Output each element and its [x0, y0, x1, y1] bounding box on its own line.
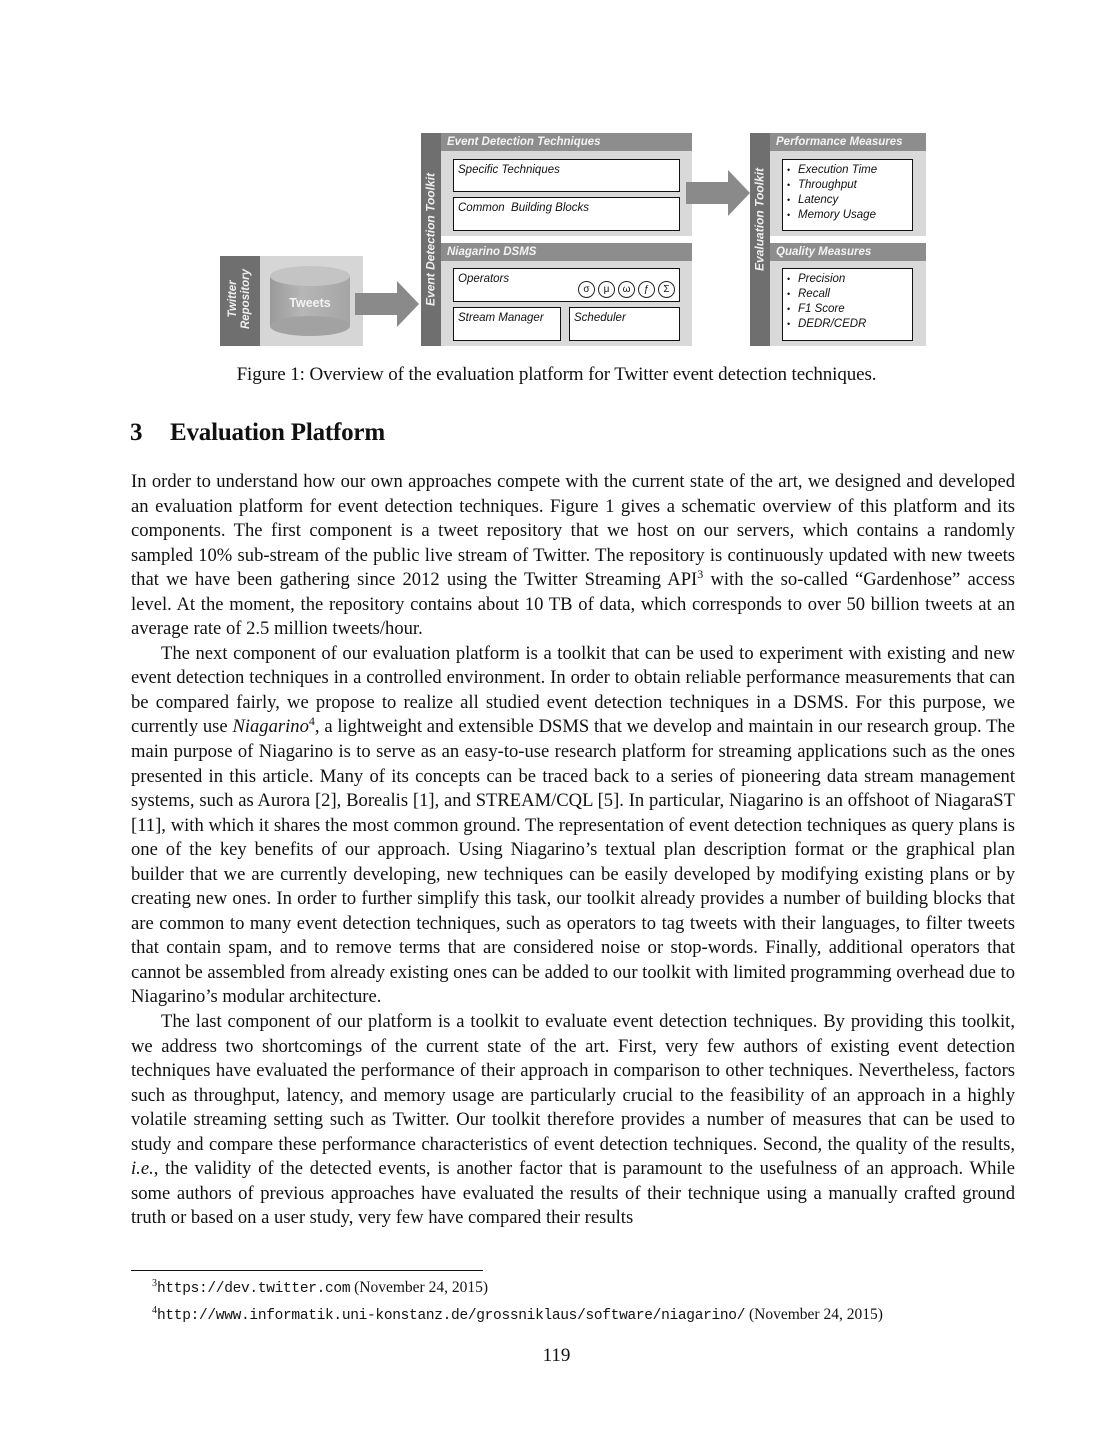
evaluation-toolkit-label: Evaluation Toolkit	[752, 168, 767, 271]
sum-operator-icon: Σ	[658, 281, 675, 298]
operators-label: Operators	[458, 273, 510, 285]
paragraph-text: , a lightweight and extensible DSMS that we develop and maintain in our research group. The main purpose of Niagarino is to serve as an easy-to-use research platform for streaming applications such as the ones presented in this article. Many of its concepts can be traced back to a series of pioneering data stream management systems, such as Aurora [2], Borealis [1], and STREAM/CQL [5]. In particular, Niagarino is an offshoot of NiagaraST [11], with which it shares the most common ground. The representation of event detection techniques as query plans is one of the key benefits of our approach. Using Niagarino’s textual plan description format or the graphical plan builder that we are currently developing, new techniques can be easily developed by modifying existing plans or by creating new ones. In order to further simplify this task, our toolkit already provides a number of building blocks that are common to many event detection techniques, such as operators to tag tweets with their languages, to filter tweets that contain spam, and to remove terms that are considered noise or stop-words. Finally, additional operators that cannot be assembled from already existing ones can be added to our toolkit with limited programming overhead due to Niagarino’s modular architecture.	[131, 716, 1015, 1008]
list-item: • Execution Time	[787, 163, 908, 178]
mu-operator-icon: μ	[598, 281, 615, 298]
performance-measures-panel	[770, 133, 926, 236]
panel-title: Niagarino DSMS	[441, 243, 692, 261]
quality-measures-list-box	[782, 268, 913, 341]
database-cylinder-icon	[270, 266, 350, 336]
footnote-date: (November 24, 2015)	[745, 1306, 883, 1324]
stream-manager-box: Stream Manager	[453, 307, 561, 341]
list-item: • Precision	[787, 272, 908, 287]
function-operator-icon: ƒ	[638, 281, 655, 298]
performance-measures-list-box	[782, 159, 913, 231]
event-detection-techniques-panel	[441, 133, 692, 236]
footnote-ref-3[interactable]: 3	[697, 567, 704, 581]
quality-measures-panel	[770, 243, 926, 346]
paragraph-text: with the so-called “Gardenhose” access level. At the moment, the repository contains about 10 TB of data, which corresponds to over 50 billion tweets at an average rate of 2.5 million tweets/hour.	[131, 569, 1015, 640]
footnote-link[interactable]: http://www.informatik.uni-konstanz.de/grossniklaus/software/niagarino/	[157, 1308, 746, 1325]
section-title: Evaluation Platform	[170, 419, 385, 446]
list-item: • Throughput	[787, 178, 908, 193]
twitter-repository	[220, 256, 363, 346]
sigma-operator-icon: σ	[578, 281, 595, 298]
evaluation-toolkit-bar	[750, 133, 770, 346]
niagarino-dsms-panel	[441, 243, 692, 346]
event-detection-toolkit-bar	[421, 133, 441, 346]
scheduler-box: Scheduler	[569, 307, 680, 341]
list-item: • Memory Usage	[787, 208, 908, 223]
footnote-date: (November 24, 2015)	[350, 1279, 488, 1297]
tweets-label: Tweets	[289, 296, 331, 310]
footnotes	[152, 1273, 883, 1327]
figure-caption: Figure 1: Overview of the evaluation platform for Twitter event detection techniques.	[236, 364, 877, 385]
paragraph-2	[131, 642, 1015, 1010]
ie-abbrev: i.e.	[131, 1158, 154, 1180]
repository-side-bar	[220, 256, 260, 346]
footnote-link[interactable]: https://dev.twitter.com	[157, 1281, 351, 1298]
panel-title: Event Detection Techniques	[441, 133, 692, 151]
paragraph-text: In order to understand how our own approaches compete with the current state of the art, we designed and developed an evaluation platform for event detection techniques. Figure 1 gives a schematic overview of this platform and its components. The first component is a tweet repository that we host on our servers, which contains a randomly sampled 10% sub-stream of the public live stream of Twitter. The repository is continuously updated with new tweets that we have been gathering since 2012 using the Twitter Streaming API	[131, 471, 1015, 591]
footnote-divider	[131, 1270, 483, 1271]
footnote-4	[152, 1300, 883, 1327]
operators-box	[453, 268, 680, 302]
body-text	[131, 470, 1015, 1231]
specific-techniques-box: Specific Techniques	[453, 159, 680, 192]
common-building-blocks-box: Common Building Blocks	[453, 197, 680, 231]
footnote-3	[152, 1273, 883, 1300]
panel-title: Quality Measures	[770, 243, 926, 261]
operator-symbols	[578, 281, 675, 298]
section-heading	[130, 419, 385, 447]
list-item: • Recall	[787, 287, 908, 302]
repository-label: Twitter Repository	[227, 268, 252, 330]
figure-1	[0, 0, 1113, 360]
list-item: • F1 Score	[787, 302, 908, 317]
footnote-mark: 3	[152, 1278, 157, 1289]
list-item: • Latency	[787, 193, 908, 208]
footnote-ref-4[interactable]: 4	[308, 714, 315, 729]
event-detection-toolkit-label: Event Detection Toolkit	[423, 173, 438, 306]
niagarino-term: Niagarino	[232, 716, 309, 738]
paragraph-text: The next component of our evaluation platform is a toolkit that can be used to experiment with existing and new event detection techniques in a controlled environment. In order to obtain reliable performance measurements that can be compared fairly, we propose to realize all studied event detection techniques in a DSMS. For this purpose, we currently use	[131, 642, 1015, 738]
quality-measures-list	[787, 272, 908, 332]
omega-operator-icon: ω	[618, 281, 635, 298]
panel-title: Performance Measures	[770, 133, 926, 151]
list-item: • DEDR/CEDR	[787, 317, 908, 332]
paragraph-text: , the validity of the detected events, is another factor that is paramount to the usefulness of an approach. While some authors of previous approaches have evaluated the results of their technique using a manually crafted ground truth or based on a user study, very few have compared their results	[131, 1158, 1015, 1229]
paragraph-1	[131, 470, 1015, 642]
paragraph-text: The last component of our platform is a toolkit to evaluate event detection techniques. By providing this toolkit, we address two shortcomings of the current state of the art. First, very few authors of existing event detection techniques have evaluated the performance of their approach in comparison to other techniques. Nevertheless, factors such as throughput, latency, and memory usage are particularly crucial to the feasibility of an approach in a highly volatile streaming setting such as Twitter. Our toolkit therefore provides a number of measures that can be used to study and compare these performance characteristics of event detection techniques. Second, the quality of the results,	[131, 1011, 1015, 1155]
performance-measures-list	[787, 163, 908, 223]
footnote-mark: 4	[152, 1305, 157, 1317]
section-number: 3	[130, 419, 143, 446]
paragraph-3	[131, 1010, 1015, 1231]
page-number: 119	[542, 1345, 571, 1366]
